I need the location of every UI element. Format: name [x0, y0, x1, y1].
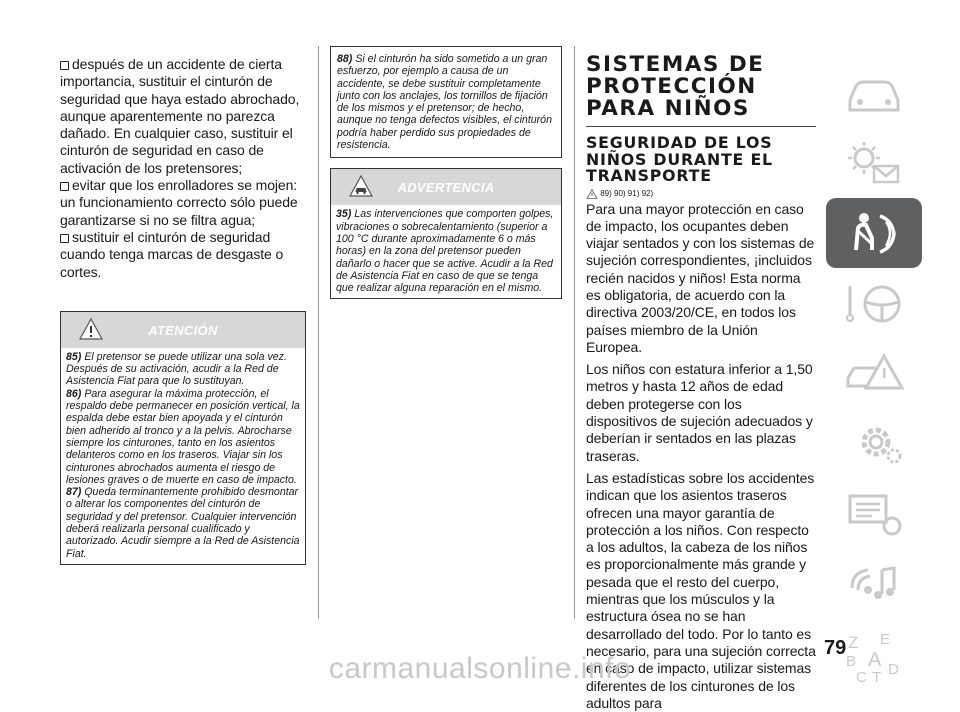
tab-lights[interactable]: [826, 128, 922, 198]
bullet-list: [60, 56, 306, 281]
paragraph: Los niños con estatura inferior a 1,50 metros y hasta 12 años de edad deben protegerse con los dispositivos de sujeción adecuados y deberían ir sentados en las plazas traseras.: [586, 361, 816, 465]
seat-safety-icon: [842, 208, 906, 258]
continued-notes: [331, 47, 561, 157]
list-item: sustituir el cinturón de seguridad cuando tenga marcas de desgaste o cortes.: [60, 229, 306, 281]
index-letter: E: [880, 631, 890, 648]
watermark: carmanualsonline.info: [0, 652, 960, 686]
right-column: [586, 54, 816, 712]
column-divider: [318, 46, 319, 619]
warning-box: [330, 168, 562, 299]
car-dashboard-icon: [842, 68, 906, 118]
tab-dashboard[interactable]: [826, 58, 922, 128]
tab-maintenance[interactable]: [826, 408, 922, 478]
warning-small-icon: [586, 189, 598, 199]
checkbox-bullet-icon: [60, 182, 69, 191]
middle-column: [330, 46, 562, 299]
attention-notes: [61, 348, 305, 564]
list-item: evitar que los enrolladores se mojen: un funcionamiento correcto sólo puede garantizarse si no se filtra agua;: [60, 177, 306, 229]
index-letter: Z: [848, 633, 858, 652]
note-item: 35) Las intervenciones que comporten golpes, vibraciones o sobrecalentamiento (superior a 100 °C durante aproximadamente 6 o más horas) en la zona del pretensor pueden dañarlo o hacer que se active. Acudir a la Red de Asistencia Fiat en caso de que se tenga que realizar alguna reparación en el mismo.: [336, 208, 556, 294]
warning-notes: [331, 205, 561, 298]
attention-title: ATENCIÓN: [61, 323, 305, 338]
index-letter: T: [872, 669, 881, 684]
tab-multimedia[interactable]: [826, 548, 922, 618]
index-letter: A: [868, 649, 882, 671]
note-item: 86) Para asegurar la máxima protección, el respaldo debe permanecer en posición vertical, la espalda debe estar bien apoyada y el cinturón bien adherido al tronco y a la pelvis. Abrocharse siempre los cinturones, tanto en los asientos delanteros como en los traseros. Viajar sin los cinturones abrochados aumenta el riesgo de lesiones graves o de muerte en caso de impacto.: [66, 388, 300, 486]
tab-emergency[interactable]: [826, 338, 922, 408]
paragraph: Las estadísticas sobre los accidentes indican que los asientos traseros ofrecen una mayor garantía de protección a los niños. Con respecto a los adultos, la cabeza de los niños es proporcionalmente más grande y pesada que el resto del cuerpo, mientras que los músculos y la estructura ósea no se han desarrollado del todo. Por lo tanto es necesario, para una sujeción correcta en caso de impacto, utilizar sistemas diferentes de los cinturones de los adultos para: [586, 470, 816, 712]
tab-safety[interactable]: [826, 198, 922, 268]
attention-header: [61, 312, 305, 348]
page-number: 79: [824, 637, 846, 660]
checkbox-bullet-icon: [60, 61, 69, 70]
index-letter: C: [856, 669, 867, 684]
checkbox-bullet-icon: [60, 234, 69, 243]
column-divider: [574, 46, 575, 619]
car-emergency-icon: [842, 348, 906, 398]
steering-wheel-icon: [842, 278, 906, 328]
tab-starting[interactable]: [826, 268, 922, 338]
body-paragraphs: [586, 201, 816, 712]
section-subheading: SEGURIDAD DE LOS NIÑOS DURANTE EL TRANSPORTE: [586, 135, 816, 185]
note-item: 87) Queda terminantemente prohibido desmontar o alterar los componentes del cinturón de seguridad y del pretensor. Cualquier intervención deberá realizarla personal cualificado y autorizado. Acudir siempre a la Red de Asistencia Fiat.: [66, 486, 300, 560]
maintenance-gear-icon: [842, 418, 906, 468]
reference-notes: 89) 90) 91) 92): [586, 189, 816, 199]
warning-title: ADVERTENCIA: [331, 180, 561, 195]
lights-message-icon: [842, 138, 906, 188]
index-letter: B: [846, 653, 856, 670]
warning-header: [331, 169, 561, 205]
note-item: 85) El pretensor se puede utilizar una sola vez. Después de su activación, acudir a la Red de Asistencia Fiat para que lo sustituyan.: [66, 351, 300, 388]
attention-box: [60, 311, 306, 565]
index-letter: D: [888, 661, 899, 678]
section-heading: SISTEMAS DE PROTECCIÓN PARA NIÑOS: [586, 54, 816, 120]
chapter-tabs: [826, 58, 922, 688]
paragraph: Para una mayor protección en caso de impacto, los ocupantes deben viajar sentados y con los sistemas de sujeción correspondientes, ¡incluidos recién nacidos y niños! Esta norma es obligatoria, de acuerdo con la directiva 2003/20/CE, en todos los países miembro de la Unión Europea.: [586, 201, 816, 357]
technical-data-icon: [842, 488, 906, 538]
tab-technical[interactable]: [826, 478, 922, 548]
continued-note-box: [330, 46, 562, 158]
left-column: [60, 56, 306, 565]
multimedia-icon: [842, 558, 906, 608]
list-item: después de un accidente de cierta importancia, sustituir el cinturón de seguridad que haya estado abrochado, aunque aparentemente no parezca dañado. En cualquier caso, sustituir el cinturón de seguridad en caso de activación de los pretensores;: [60, 56, 306, 177]
note-item: 88) Si el cinturón ha sido sometido a un gran esfuerzo, por ejemplo a causa de un accidente, se debe sustituir completamente junto con los anclajes, los tornillos de fijación de los mismos y el pretensor; de hecho, aunque no tenga defectos visibles, el cinturón podría haber perdido sus propiedades de resistencia.: [337, 53, 555, 151]
heading-rule: [586, 126, 816, 127]
